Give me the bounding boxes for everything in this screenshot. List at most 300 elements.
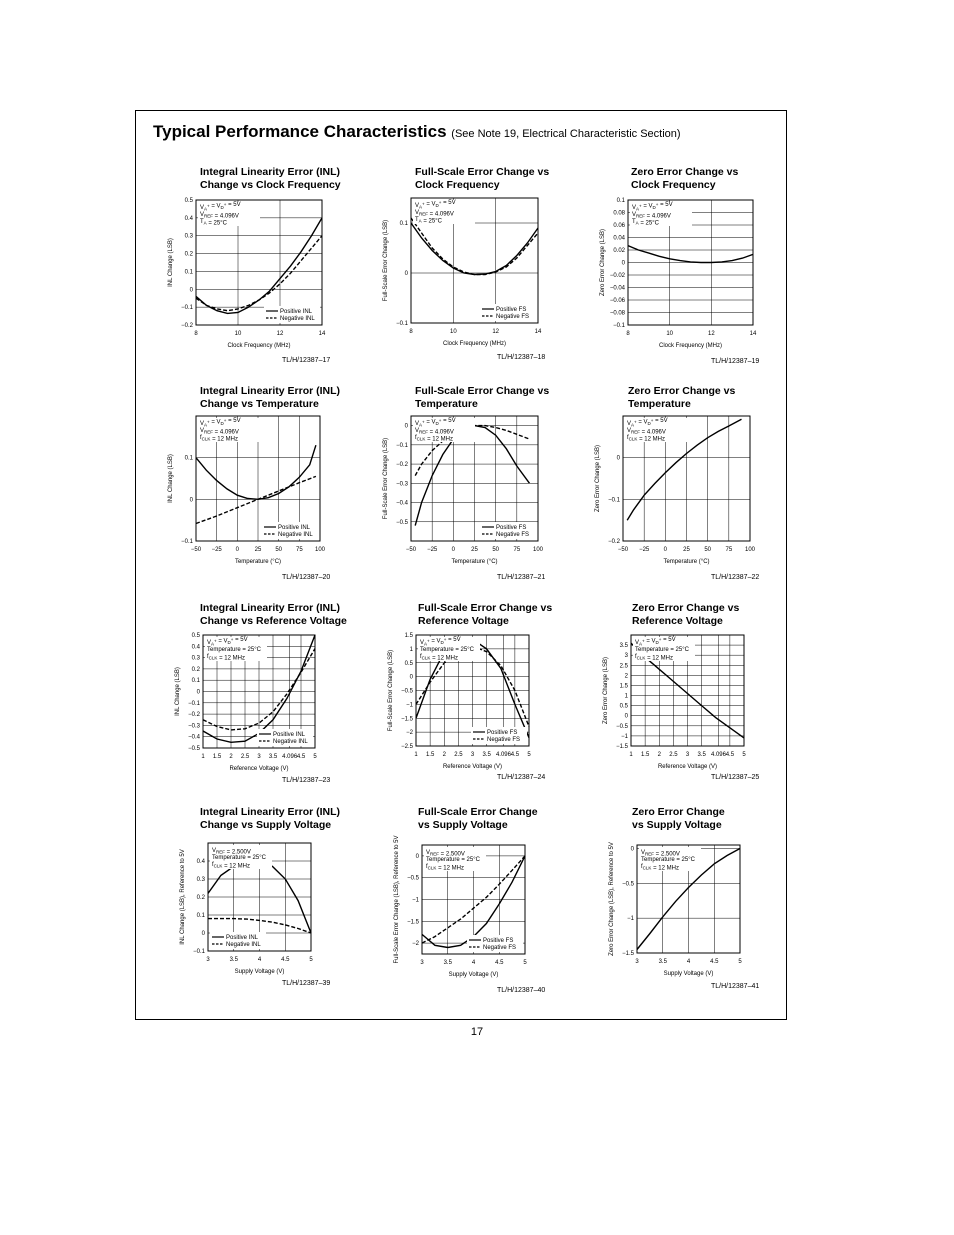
condition-label: $f_{CLK} = 12$ MHz [627,435,665,443]
legend [480,304,536,321]
x-tick-label: 4 [686,959,691,965]
y-tick-label: 0.2 [184,251,193,258]
y-axis-label: Zero Error Change (LSB), Reference to 5V [609,842,615,956]
condition-label: $f_{CLK} = 12$ MHz [635,654,673,662]
y-tick-label: 1 [624,693,628,700]
y-tick-label: 0.1 [184,455,193,462]
figure-reference: TL/H/12387–40 [497,987,546,994]
x-tick-label: −25 [427,547,438,553]
chart-title-line: Change vs Clock Frequency [200,179,341,191]
x-tick-label: 3.5 [658,959,667,965]
condition-label: $V_{REF} = 4.096V$ [627,428,666,436]
x-tick-label: 75 [513,547,521,553]
y-tick-label: −0.1 [188,700,200,707]
chart-plot-c9 [603,635,746,770]
condition-label: $V_A^+ = V_D^+ = 5V$ [415,418,456,428]
conditions-block [198,202,260,227]
figure-reference: TL/H/12387–24 [497,774,546,781]
x-tick-label: 3.5 [443,960,452,966]
x-tick-label: −25 [639,547,650,553]
page-number: 17 [470,1026,484,1038]
y-tick-label: −0.2 [608,539,620,545]
condition-label: $V_{REF} = 2.500V$ [212,848,251,856]
x-tick-label: 2 [229,754,233,760]
y-tick-label: 0.5 [184,198,193,204]
legend-label: Positive FS [496,525,527,531]
legend [480,522,536,539]
y-tick-label: 0 [404,271,408,277]
condition-label: $f_{CLK} = 12$ MHz [641,864,679,872]
y-tick-label: −1 [621,733,628,740]
x-axis-label: Supply Voltage (V) [448,972,499,978]
condition-label: $V_{REF} = 4.096V$ [632,212,671,220]
legend-label: Negative FS [496,314,530,320]
x-tick-label: 4.096 [710,752,726,758]
condition-label: Temperature = 25°C [420,647,474,653]
x-tick-label: 3 [420,960,424,966]
conditions-block [413,418,475,443]
x-tick-label: 100 [744,547,756,553]
x-tick-label: 4.096 [495,752,511,758]
x-tick-label: 1 [201,754,205,760]
y-tick-label: −0.2 [396,462,408,469]
x-tick-label: 14 [318,331,326,337]
chart-title-line: Integral Linearity Error (INL) [200,166,341,178]
y-tick-label: 0.1 [191,678,200,685]
condition-label: $V_{REF} = 4.096V$ [415,428,454,436]
y-axis-label: Zero Error Change (LSB) [595,444,601,513]
y-tick-label: 0.3 [196,877,205,883]
conditions-block [424,847,486,872]
legend [262,522,318,539]
condition-label: $V_A^+ = V_D^+ = 5V$ [627,418,668,428]
chart-title-line: Integral Linearity Error (INL) [200,806,341,818]
conditions-block [198,418,260,443]
x-axis-label: Clock Frequency (MHz) [227,343,291,349]
condition-label: Temperature = 25°C [212,855,266,861]
x-tick-label: 8 [194,331,198,337]
chart-title [200,602,347,628]
chart-plot-c5 [383,416,544,565]
x-tick-label: 3 [470,752,475,758]
legend-label: Positive INL [273,732,306,738]
figure-reference: TL/H/12387–25 [711,774,760,781]
y-tick-label: −0.1 [608,497,620,504]
figure-reference: TL/H/12387–22 [711,574,760,581]
chart-plot-c3 [600,198,757,349]
x-tick-label: 4.5 [710,959,719,965]
y-axis-label: INL Change (LSB), Reference to 5V [180,849,186,945]
chart-title-line: Full-Scale Error Change [418,806,538,818]
condition-label: Temperature = 25°C [207,647,261,653]
chart-title-line: Temperature [415,398,478,410]
conditions-block [639,847,701,872]
y-tick-label: 0 [189,497,193,504]
x-tick-label: 3 [685,752,690,758]
condition-label: $f_{CLK} = 12$ MHz [212,862,250,870]
x-axis-label: Clock Frequency (MHz) [658,343,723,349]
y-tick-label: 0.02 [613,248,625,254]
x-tick-label: 5 [313,754,317,760]
legend [257,729,313,746]
x-tick-label: 10 [449,329,457,335]
condition-label: $V_A^+ = V_D^+ = 5V$ [200,202,241,212]
x-tick-label: 0 [663,547,668,553]
y-tick-label: −0.5 [616,723,628,730]
chart-plot-c10 [180,843,313,975]
chart-title-line: Full-Scale Error Change vs [415,385,550,397]
x-tick-label: 3 [635,959,639,965]
legend [210,932,266,949]
y-tick-label: −1 [412,897,419,904]
y-tick-label: 0 [201,931,205,937]
x-axis-label: Clock Frequency (MHz) [442,341,507,347]
y-tick-label: 0.06 [613,223,625,229]
x-tick-label: 4.5 [495,960,504,966]
y-tick-label: −0.5 [407,875,419,882]
chart-title-line: vs Supply Voltage [632,819,722,831]
chart-plot-c11 [394,835,527,978]
y-tick-label: −0.02 [609,273,625,279]
chart-title [632,602,739,628]
chart-title-line: Zero Error Change vs [628,385,736,397]
chart-title-line: vs Supply Voltage [418,819,508,831]
y-tick-label: −0.2 [181,323,193,329]
y-tick-label: 1 [409,646,413,653]
y-tick-label: 0.1 [616,198,625,204]
y-tick-label: −0.1 [181,305,193,312]
legend-label: Positive INL [278,525,311,531]
x-tick-label: 4 [257,957,262,963]
legend [471,727,527,744]
x-tick-label: 1.5 [212,754,222,760]
x-tick-label: 3.5 [697,752,706,758]
y-tick-label: −2.5 [401,744,413,750]
x-tick-label: 5 [523,960,527,966]
chart-plot-c8 [388,633,531,770]
x-tick-label: 4.5 [281,957,290,963]
condition-label: $T_A = 25^\circ C$ [200,219,227,227]
x-axis-label: Reference Voltage (V) [229,766,289,772]
legend-label: Positive FS [487,730,518,736]
legend-label: Negative INL [280,316,315,322]
y-tick-label: −1.5 [622,951,634,957]
figure-reference: TL/H/12387–39 [282,980,331,987]
y-tick-label: −0.5 [396,519,408,526]
figure-reference: TL/H/12387–41 [711,983,760,990]
y-tick-label: 2 [624,673,628,680]
condition-label: $V_A^+ = V_D^+ = 5V$ [420,637,461,647]
x-tick-label: 12 [276,331,284,337]
chart-title-line: Full-Scale Error Change vs [415,166,550,178]
conditions-block [633,637,695,662]
chart-title-line: Clock Frequency [415,179,500,191]
legend-label: Negative FS [496,532,530,538]
x-tick-label: 1.5 [425,752,435,758]
y-tick-label: 0.1 [184,269,193,276]
legend-label: Negative INL [226,942,261,948]
y-tick-label: −0.3 [396,481,408,488]
y-tick-label: 0 [624,713,628,720]
series-line-solid [196,218,322,314]
y-tick-label: −0.5 [188,746,200,752]
x-tick-label: 12 [492,329,500,335]
y-tick-label: 0.2 [196,895,205,901]
x-tick-label: 10 [234,331,242,337]
x-axis-label: Supply Voltage (V) [234,969,285,975]
x-tick-label: −50 [617,547,629,553]
y-tick-label: −0.1 [396,442,408,449]
series-line-solid [628,246,753,263]
y-tick-label: 0 [409,674,413,681]
x-tick-label: 3.5 [482,752,491,758]
y-tick-label: 0.1 [196,913,205,919]
y-axis-label: Zero Error Change (LSB) [603,656,609,725]
y-tick-label: −0.08 [609,310,625,317]
legend-label: Positive INL [226,935,259,941]
y-tick-label: 0 [621,260,625,267]
x-tick-label: 10 [666,331,674,337]
y-tick-label: −0.1 [613,323,625,329]
condition-label: $f_{CLK} = 12$ MHz [420,654,458,662]
y-axis-label: INL Change (LSB) [175,667,181,716]
chart-plot-c7 [175,633,317,772]
chart-title-line: Temperature [628,398,691,410]
x-tick-label: 5 [527,752,531,758]
y-tick-label: 0.3 [191,655,200,662]
y-tick-label: −2 [412,941,419,948]
x-tick-label: 50 [492,547,500,553]
x-tick-label: 3 [206,957,210,963]
y-axis-label: Full-Scale Error Change (LSB) [383,437,389,520]
condition-label: Temperature = 25°C [641,857,695,863]
figure-reference: TL/H/12387–18 [497,354,546,361]
x-tick-label: 25 [471,547,478,553]
y-tick-label: 0 [404,423,408,430]
x-tick-label: 1.5 [640,752,650,758]
y-tick-label: −1 [406,702,413,709]
legend-label: Negative INL [278,532,313,538]
chart-title-line: Change vs Temperature [200,398,319,410]
x-axis-label: Temperature (°C) [451,559,498,565]
y-tick-label: −0.5 [622,881,634,888]
chart-title [418,806,538,832]
y-tick-label: −0.2 [188,712,200,719]
x-tick-label: 3 [257,754,261,760]
condition-label: Temperature = 25°C [426,857,480,863]
conditions-block [625,418,687,443]
chart-plot-c12 [609,842,742,977]
chart-title-line: Change vs Reference Voltage [200,615,347,627]
y-tick-label: −1.5 [401,716,413,723]
y-axis-label: Zero Error Change (LSB) [600,228,606,297]
legend-label: Positive INL [280,309,313,315]
y-tick-label: 1.5 [619,683,628,690]
x-tick-label: 3.5 [229,957,238,963]
y-tick-label: 0.4 [191,644,200,651]
chart-title [415,166,549,192]
y-tick-label: −0.1 [181,539,193,545]
x-tick-label: 2.5 [240,754,250,760]
x-tick-label: −50 [405,547,417,553]
y-tick-label: 0 [415,853,419,860]
y-tick-label: −1 [627,916,634,923]
y-tick-label: −0.1 [193,949,205,955]
condition-label: $V_{REF} = 4.096V$ [200,428,239,436]
x-tick-label: 5 [738,959,742,965]
y-tick-label: 3.5 [619,643,628,650]
condition-label: $V_{REF} = 2.500V$ [641,850,680,858]
x-tick-label: 8 [409,329,413,335]
y-tick-label: −0.06 [609,298,625,304]
figure-reference: TL/H/12387–23 [282,777,331,784]
y-tick-label: −0.04 [609,285,625,292]
figure-reference: TL/H/12387–20 [282,574,331,581]
x-tick-label: 4 [471,960,476,966]
x-tick-label: 4.5 [296,754,306,760]
x-tick-label: 14 [749,331,757,337]
x-tick-label: 3.5 [268,754,278,760]
x-axis-label: Supply Voltage (V) [663,971,714,977]
x-axis-label: Reference Voltage (V) [657,764,718,770]
y-tick-label: −2 [406,730,413,737]
y-tick-label: 0.04 [613,235,625,242]
x-tick-label: 5 [309,957,313,963]
x-tick-label: 2 [442,752,446,758]
y-tick-label: −0.4 [188,734,200,741]
y-tick-label: 0.3 [184,233,193,240]
y-tick-label: 0.4 [196,859,205,865]
y-tick-label: 0 [196,689,200,696]
condition-label: $f_{CLK} = 12$ MHz [415,435,453,443]
legend [467,935,523,952]
y-tick-label: 0.5 [404,660,413,667]
x-axis-label: Temperature (°C) [663,559,710,565]
y-axis-label: Full-Scale Error Change (LSB) [383,219,389,302]
conditions-block [210,845,272,870]
chart-title-line: Change vs Supply Voltage [200,819,332,831]
y-tick-label: −0.5 [401,688,413,695]
y-axis-label: Full-Scale Error Change (LSB), Reference to 5V [394,835,400,964]
x-tick-label: 1 [414,752,418,758]
condition-label: $V_{REF} = 4.096V$ [415,210,454,218]
condition-label: $V_A^+ = V_D^+ = 5V$ [415,200,456,210]
y-tick-label: 0 [616,455,620,462]
y-tick-label: 0.08 [613,210,625,217]
x-tick-label: 8 [626,331,630,337]
y-tick-label: 2.5 [619,663,628,670]
y-axis-label: INL Change (LSB) [168,238,174,287]
condition-label: $V_A^+ = V_D^+ = 5V$ [632,202,673,212]
chart-plot-c2 [383,198,542,347]
page-title [153,122,681,142]
legend-label: Positive FS [483,938,514,944]
x-axis-label: Temperature (°C) [234,559,282,565]
y-tick-label: 0 [630,846,634,853]
chart-title-line: Integral Linearity Error (INL) [200,385,341,397]
legend [264,306,320,323]
figure-reference: TL/H/12387–21 [497,574,546,581]
chart-title [631,166,738,192]
condition-label: $f_{CLK} = 12$ MHz [207,654,245,662]
chart-title [200,806,340,832]
y-tick-label: 0.4 [184,215,193,222]
conditions-block [205,637,267,662]
y-tick-label: 0.5 [619,703,628,710]
x-tick-label: −50 [190,547,202,553]
chart-title-line: Reference Voltage [418,615,509,627]
y-tick-label: −1.5 [407,919,419,926]
chart-plot-c6 [595,416,756,565]
figure-reference: TL/H/12387–17 [282,357,331,364]
y-tick-label: 0.1 [399,221,408,227]
series-line-dashed [196,236,322,311]
x-tick-label: 0 [451,547,456,553]
series-line-dashed [196,476,316,523]
chart-title [628,385,735,411]
x-tick-label: 2.5 [454,752,463,758]
page-title-text: Typical Performance Characteristics [153,122,447,141]
conditions-block [418,637,480,662]
x-tick-label: 4.5 [725,752,735,758]
chart-plot-c4 [168,416,326,565]
y-tick-label: −0.3 [188,723,200,730]
x-tick-label: 25 [683,547,690,553]
chart-title-line: Integral Linearity Error (INL) [200,602,341,614]
chart-title [200,385,340,411]
x-tick-label: 25 [254,547,262,553]
condition-label: $V_A^+ = V_D^+ = 5V$ [635,637,676,647]
chart-title [415,385,549,411]
x-tick-label: 2 [657,752,661,758]
y-tick-label: 0.2 [191,666,200,673]
chart-title [632,806,725,832]
x-tick-label: 100 [314,547,326,553]
legend-label: Negative FS [483,945,517,951]
y-tick-label: 3 [624,653,628,660]
x-tick-label: −25 [211,547,222,553]
condition-label: $T_A = 25^\circ C$ [632,219,659,227]
condition-label: Temperature = 25°C [635,647,689,653]
y-axis-label: Full-Scale Error Change (LSB) [388,649,394,732]
conditions-block [413,200,475,225]
x-axis-label: Reference Voltage (V) [442,764,503,770]
chart-title-line: Reference Voltage [632,615,723,627]
x-tick-label: 50 [275,547,283,553]
condition-label: $V_{REF} = 2.500V$ [426,850,465,858]
conditions-block [630,202,692,227]
x-tick-label: 14 [534,329,542,335]
series-line-solid [196,445,316,499]
legend-label: Negative FS [487,737,521,743]
series-line-solid [411,223,538,275]
chart-title [418,602,552,628]
y-tick-label: 0 [189,287,193,294]
x-tick-label: 5 [742,752,746,758]
x-tick-label: 100 [532,547,544,553]
chart-title-line: Full-Scale Error Change vs [418,602,553,614]
legend-label: Negative INL [273,739,308,745]
chart-title-line: Zero Error Change vs [632,602,740,614]
series-line-dashed [411,218,538,275]
x-tick-label: 75 [295,547,303,553]
y-tick-label: −0.4 [396,500,408,507]
y-tick-label: −1.5 [616,744,628,750]
x-tick-label: 1 [629,752,633,758]
condition-label: $V_A^+ = V_D^+ = 5V$ [200,418,241,428]
condition-label: $V_{REF} = 4.096V$ [200,212,239,220]
y-tick-label: 0.5 [191,633,200,639]
